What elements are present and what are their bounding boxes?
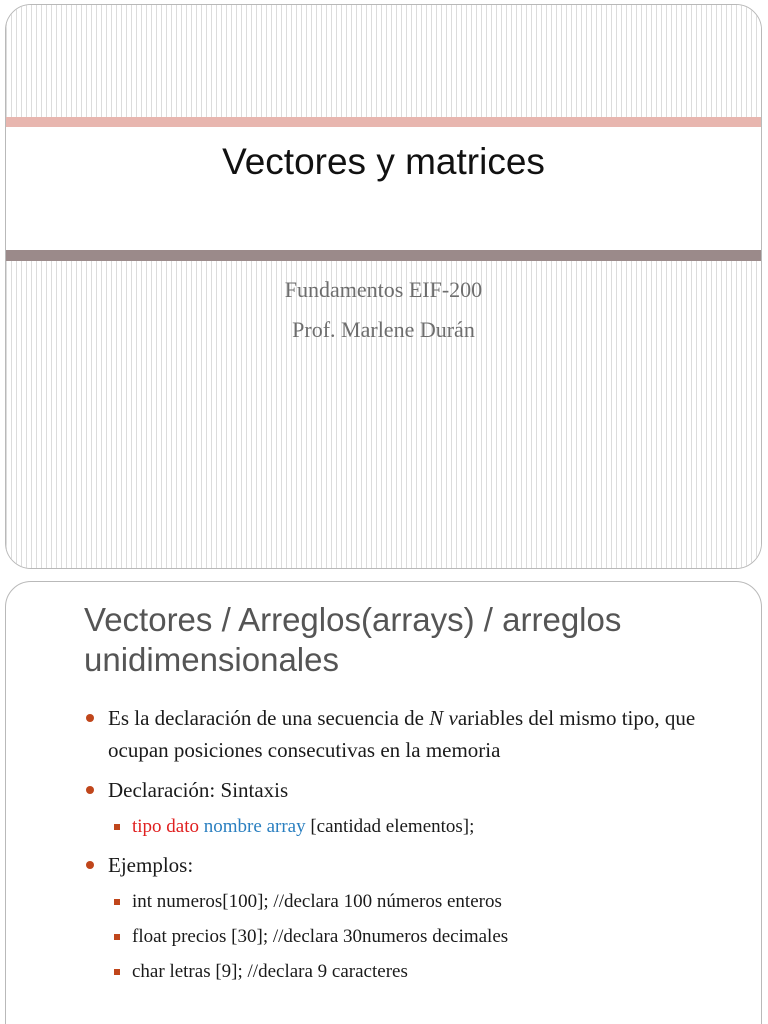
gray-accent-band — [6, 250, 761, 261]
heading-line-2: unidimensionales — [84, 641, 339, 678]
definition-n-variable: N v — [429, 706, 458, 730]
professor-subtitle: Prof. Marlene Durán — [292, 317, 475, 342]
bullet-definition — [86, 702, 736, 766]
title-slide — [5, 4, 762, 569]
course-subtitle: Fundamentos EIF-200 — [284, 277, 483, 302]
definition-text-start: Es la declaración de una secuencia de — [108, 706, 430, 730]
example-int: int numeros[100]; //declara 100 números enteros — [86, 889, 736, 915]
striped-body-band — [6, 261, 761, 568]
pink-accent-band — [6, 117, 761, 127]
syntax-line — [86, 814, 736, 840]
syntax-size: [cantidad elementos]; — [310, 816, 475, 837]
bullet-declaration: Declaración: Sintaxis — [86, 774, 736, 806]
content-slide — [5, 581, 762, 1024]
striped-header-band — [6, 5, 761, 117]
heading-line-1: Vectores / Arreglos(arrays) / arreglos — [84, 601, 622, 638]
slide-heading — [84, 600, 744, 680]
bullet-list — [86, 702, 736, 994]
slide-title: Vectores y matrices — [222, 141, 545, 182]
syntax-type: tipo dato — [132, 816, 200, 837]
example-char: char letras [9]; //declara 9 caracteres — [86, 959, 736, 985]
syntax-name: nombre array — [203, 816, 306, 837]
example-float: float precios [30]; //declara 30numeros decimales — [86, 924, 736, 950]
bullet-examples: Ejemplos: — [86, 849, 736, 881]
definition-text-end: ariables del mismo tipo, que ocupan posiciones consecutivas en la memoria — [108, 706, 696, 762]
